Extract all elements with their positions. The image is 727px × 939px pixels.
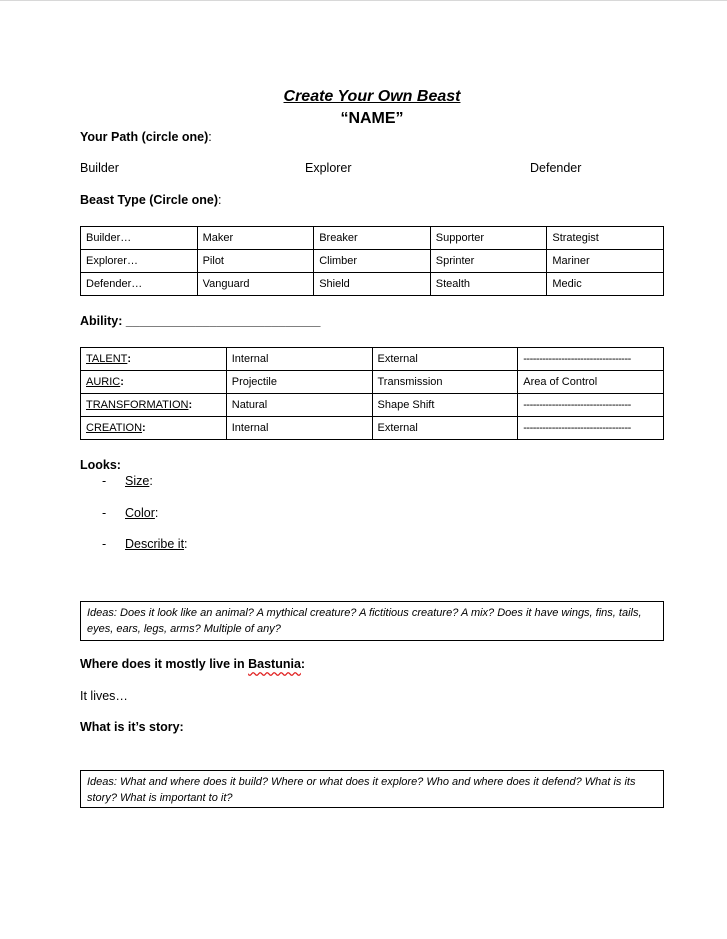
path-option-defender: Defender <box>530 161 582 175</box>
story-heading: What is it’s story: <box>80 720 184 734</box>
beast-type-cell: Strategist <box>547 227 664 250</box>
ability-option-cell: ---------------------------------- <box>518 417 664 440</box>
ability-category-colon: : <box>142 422 146 434</box>
beast-type-cell: Explorer… <box>81 250 198 273</box>
beast-type-cell: Shield <box>314 273 431 296</box>
looks-ideas-box: Ideas: Does it look like an animal? A mythical creature? A fictitious creature? A mix? Does it have wings, fins, tails, eyes, ears, legs, arms? Multiple of any? <box>80 601 664 641</box>
ability-category-label: TRANSFORMATION <box>86 399 189 411</box>
beast-type-heading-colon: : <box>218 193 222 207</box>
bullet-dash: - <box>102 537 107 551</box>
ability-option-cell: ---------------------------------- <box>518 394 664 417</box>
beast-type-cell: Breaker <box>314 227 431 250</box>
story-ideas-box: Ideas: What and where does it build? Where or what does it explore? Who and where does it defend? What is its story? What is important to it? <box>80 770 664 808</box>
ability-option-cell: Natural <box>226 394 372 417</box>
looks-size-colon: : <box>149 474 153 488</box>
ability-option-cell: Shape Shift <box>372 394 518 417</box>
looks-size-label: Size <box>125 474 150 488</box>
ability-option-cell: Internal <box>226 417 372 440</box>
path-heading-text: Your Path (circle one) <box>80 130 209 144</box>
beast-type-cell: Maker <box>197 227 314 250</box>
table-row <box>81 227 664 250</box>
beast-type-cell: Defender… <box>81 273 198 296</box>
looks-heading: Looks: <box>80 458 121 472</box>
habitat-heading <box>80 657 305 671</box>
ability-category-colon: : <box>188 399 193 411</box>
path-heading <box>80 130 212 144</box>
table-row <box>81 394 664 417</box>
looks-color-item <box>125 506 158 520</box>
table-row <box>81 273 664 296</box>
ability-category-label: AURIC <box>86 376 121 388</box>
ability-option-cell: External <box>372 348 518 371</box>
ability-category-cell <box>81 417 227 440</box>
beast-type-heading <box>80 193 222 207</box>
ability-category-cell <box>81 348 227 371</box>
beast-type-cell: Vanguard <box>197 273 314 296</box>
document-title: Create Your Own Beast <box>283 88 461 105</box>
ability-option-cell: Transmission <box>372 371 518 394</box>
page-top-edge <box>0 0 727 1</box>
beast-type-cell: Builder… <box>81 227 198 250</box>
beast-type-cell: Pilot <box>197 250 314 273</box>
beast-type-cell: Mariner <box>547 250 664 273</box>
looks-size-item <box>125 474 153 488</box>
bullet-dash: - <box>102 474 107 488</box>
ability-option-cell: External <box>372 417 518 440</box>
ability-category-colon: : <box>120 376 124 388</box>
beast-type-cell: Medic <box>547 273 664 296</box>
ability-heading: Ability: ____________________________ <box>80 314 321 328</box>
ability-category-label: CREATION <box>86 422 143 434</box>
looks-describe-item <box>125 537 188 551</box>
path-option-builder: Builder <box>80 161 119 175</box>
habitat-heading-colon: : <box>300 657 306 671</box>
beast-type-table <box>80 226 664 296</box>
ability-category-colon: : <box>127 353 132 365</box>
beast-name-placeholder: “NAME” <box>340 110 404 127</box>
ability-category-label: TALENT <box>86 353 128 365</box>
habitat-heading-text: Where does it mostly live in <box>80 657 249 671</box>
ability-table <box>80 347 664 440</box>
beast-type-heading-text: Beast Type (Circle one) <box>80 193 219 207</box>
path-option-explorer: Explorer <box>305 161 352 175</box>
ability-option-cell: ---------------------------------- <box>518 348 664 371</box>
table-row <box>81 417 664 440</box>
looks-describe-colon: : <box>184 537 188 551</box>
habitat-answer: It lives… <box>80 689 128 703</box>
table-row <box>81 348 664 371</box>
beast-type-cell: Supporter <box>430 227 547 250</box>
table-row <box>81 250 664 273</box>
bullet-dash: - <box>102 506 107 520</box>
beast-type-cell: Sprinter <box>430 250 547 273</box>
path-heading-colon: : <box>208 130 212 144</box>
ability-option-cell: Internal <box>226 348 372 371</box>
ability-category-cell <box>81 394 227 417</box>
looks-describe-label: Describe it <box>125 537 185 551</box>
ability-option-cell: Area of Control <box>518 371 664 394</box>
ability-option-cell: Projectile <box>226 371 372 394</box>
bastunia-word: Bastunia <box>248 657 301 671</box>
beast-type-cell: Stealth <box>430 273 547 296</box>
beast-type-cell: Climber <box>314 250 431 273</box>
table-row <box>81 371 664 394</box>
looks-color-label: Color <box>125 506 155 520</box>
ability-category-cell <box>81 371 227 394</box>
looks-color-colon: : <box>154 506 159 520</box>
